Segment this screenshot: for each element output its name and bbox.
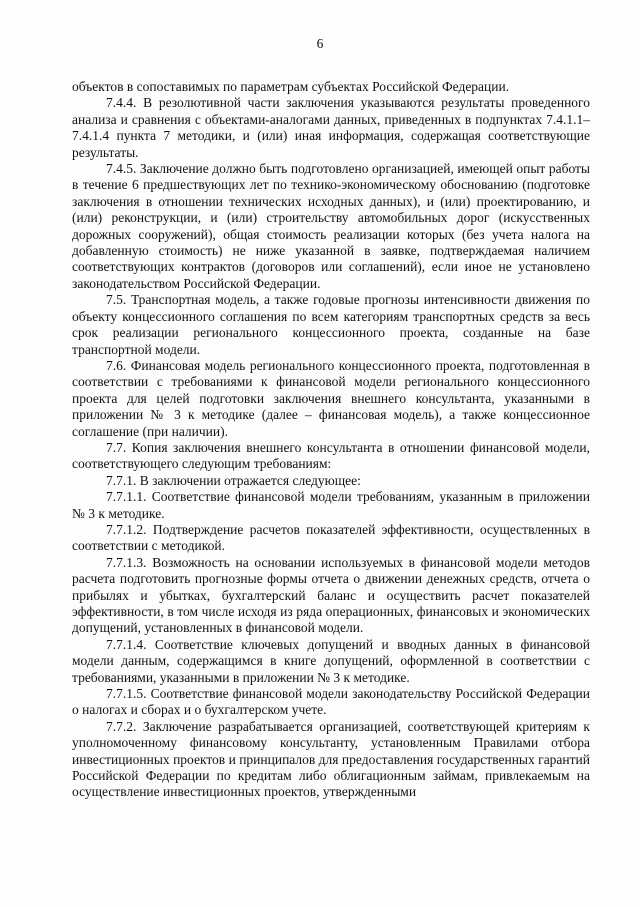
paragraph-7-7-1-1: 7.7.1.1. Соответствие финансовой модели требованиям, указанным в приложении № 3 к методике.: [72, 489, 590, 521]
paragraph-continuation: объектов в сопоставимых по параметрам субъектах Российской Федерации.: [72, 79, 510, 94]
paragraph-7-7-1-5: 7.7.1.5. Соответствие финансовой модели законодательству Российской Федерации о налогах и сборах и о бухгалтерском учете.: [72, 686, 590, 718]
paragraph-7-7: 7.7. Копия заключения внешнего консультанта в отношении финансовой модели, соответствующего следующим требованиям:: [72, 439, 590, 472]
page-number: 6: [316, 36, 324, 51]
paragraph-7-4-4: 7.4.4. В резолютивной части заключения указываются результаты проведенного анализа и сравнения с объектами-аналогами данных, приведенных в подпунктах 7.4.1.1–7.4.1.4 пункта 7 методики, и (или) иная информация, содержащая соответствующие результаты.: [72, 95, 590, 160]
document-body: [72, 79, 590, 801]
paragraph-7-6: 7.6. Финансовая модель регионального концессионного проекта, подготовленная в соответствии с требованиями к финансовой модели регионального концессионного проекта для целей подготовки заключения внешнего консультанта, указанными в приложении № 3 к методике (далее – финансовая модель), а также концессионное соглашение (при наличии).: [72, 357, 590, 439]
paragraph-7-7-1-4: 7.7.1.4. Соответствие ключевых допущений и вводных данных в финансовой модели данным, содержащимся в книге допущений, оформленной в соответствии с требованиями, указанными в приложении № 3 к методике.: [72, 636, 590, 685]
paragraph-7-5: 7.5. Транспортная модель, а также годовые прогнозы интенсивности движения по объекту концессионного соглашения по всем категориям транспортных средств за весь срок реализации регионального концессионного проекта, созданные на базе транспортной модели.: [72, 292, 590, 357]
paragraph-7-7-1-3: 7.7.1.3. Возможность на основании используемых в финансовой модели методов расчета подготовить прогнозные формы отчета о движении денежных средств, отчета о прибылях и убытках, бухгалтерский баланс и осуществить расчет показателей эффективности, в том числе исходя из ряда операционных, финансовых и экономических допущений, установленных в финансовой модели.: [72, 554, 590, 636]
paragraph-7-7-2: 7.7.2. Заключение разрабатывается организацией, соответствующей критериям к уполномоченному финансовому консультанту, установленным Правилами отбора инвестиционных проектов и принципалов для предоставления государственных гарантий Российской Федерации по кредитам либо облигационным займам, привлекаемым на осуществление инвестиционных проектов, утвержденными: [72, 718, 590, 800]
paragraph-7-7-1: 7.7.1. В заключении отражается следующее:: [106, 472, 361, 488]
paragraph-7-7-1-2: 7.7.1.2. Подтверждение расчетов показателей эффективности, осуществленных в соответствии с методикой.: [72, 521, 590, 554]
paragraph-7-4-5: 7.4.5. Заключение должно быть подготовлено организацией, имеющей опыт работы в течение 6 предшествующих лет по технико-экономическому обоснованию (подготовке заключения в отношении технических исходных данных), и (или) проектированию, и (или) реконструкции, и (или) строительству автомобильных дорог (искусственных дорожных сооружений), общая стоимость реализации которых (без учета налога на добавленную стоимость) не ниже указанной в заявке, подтверждаемая наличием соответствующих контрактов (договоров или соглашений), если иное не установлено законодательством Российской Федерации.: [72, 161, 590, 291]
